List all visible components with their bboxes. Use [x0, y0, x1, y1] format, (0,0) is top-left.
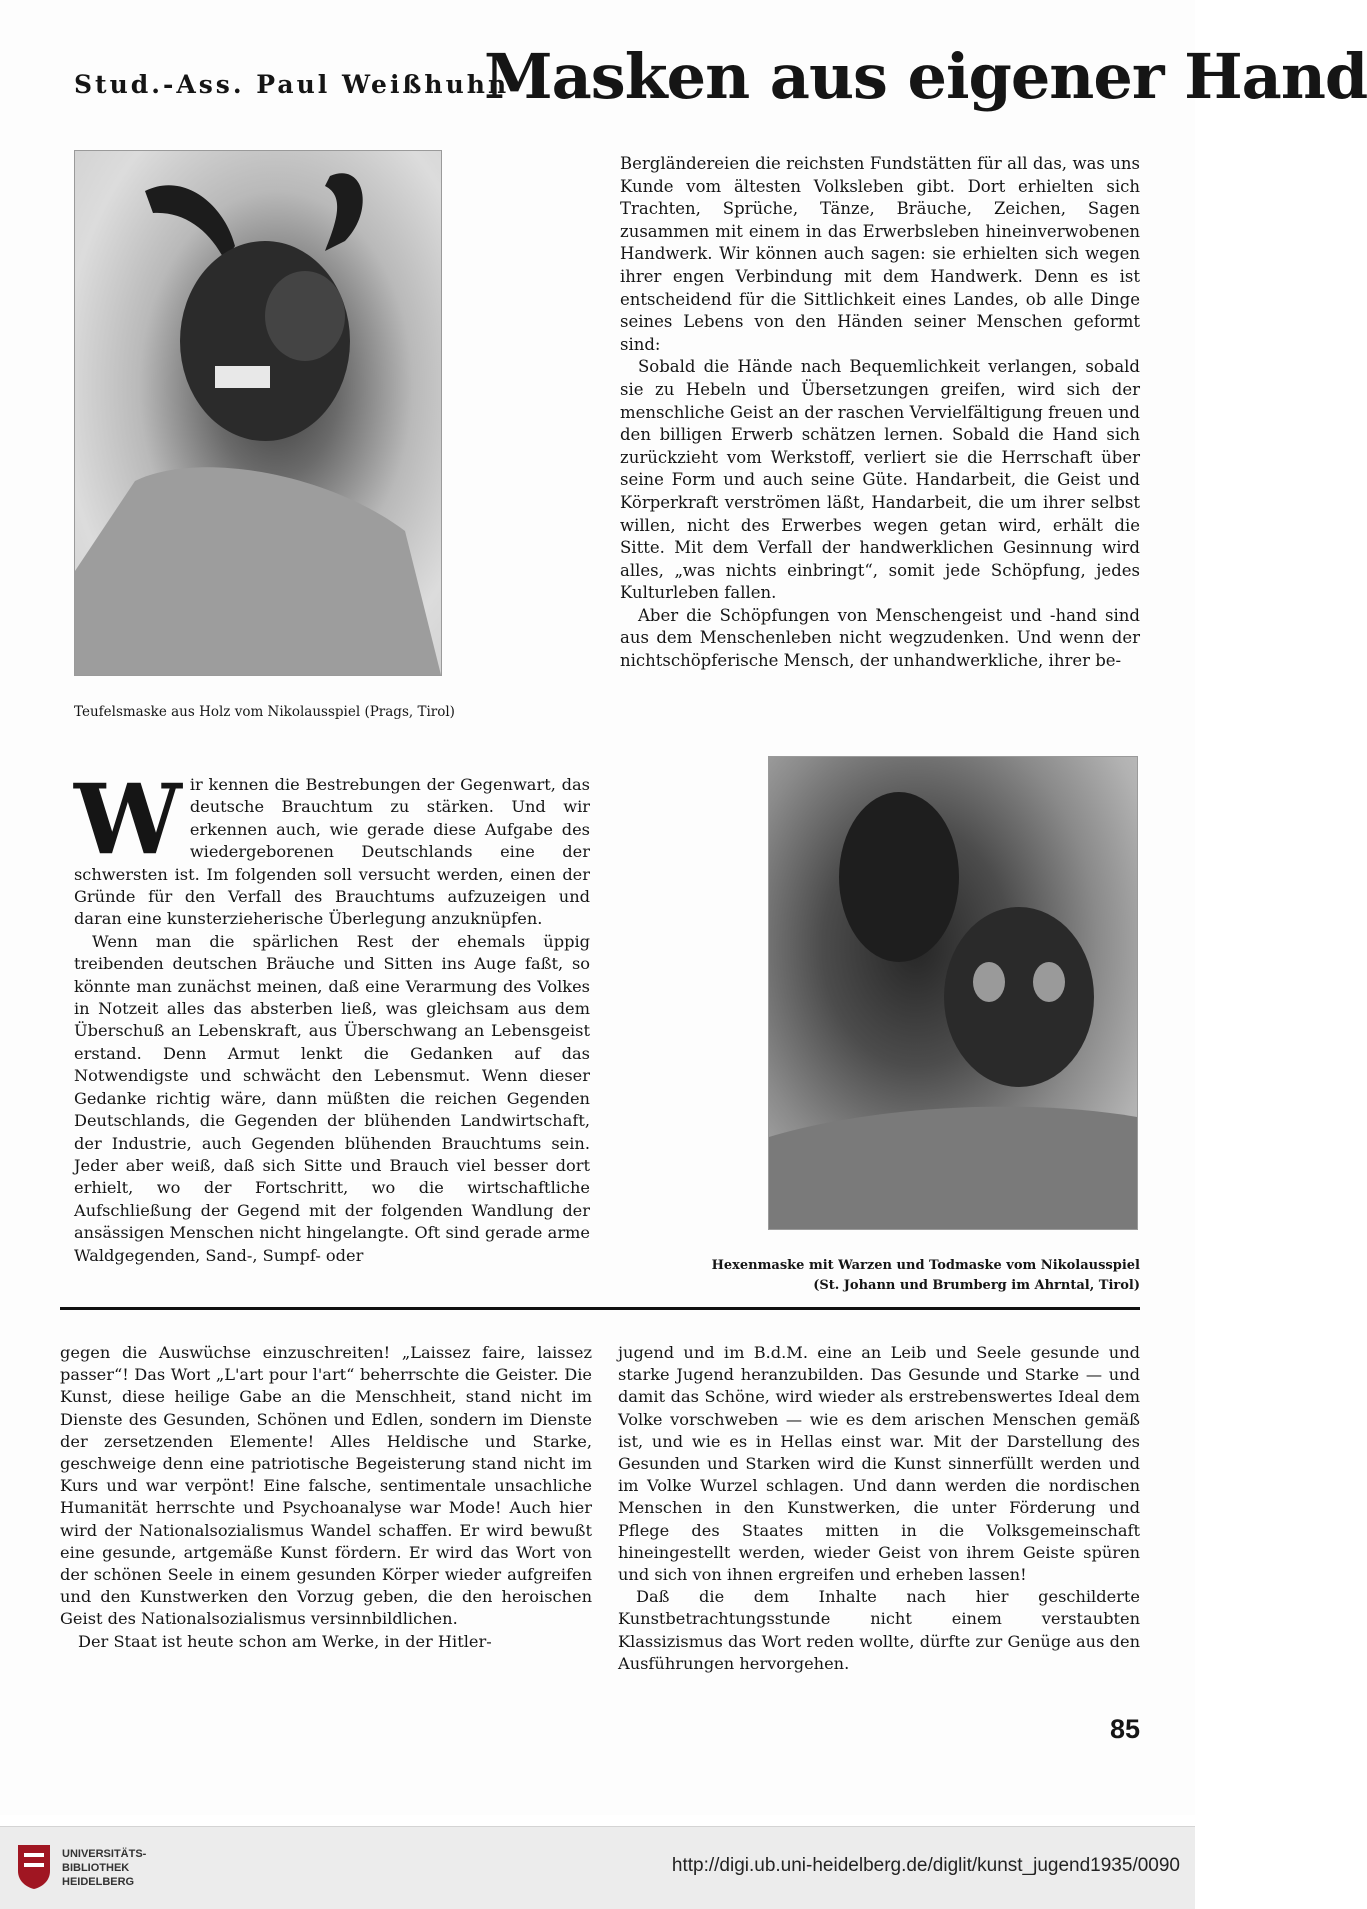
institution-line: UNIVERSITÄTS- — [62, 1848, 147, 1860]
article-title: Masken aus eigener Hand — [484, 40, 1367, 113]
figure-caption-2 — [600, 1256, 1140, 1296]
death-mask-shape — [944, 907, 1094, 1087]
text-column-bottom-right — [618, 1342, 1140, 1675]
teeth-shape — [215, 366, 270, 388]
library-footer — [0, 1826, 1195, 1909]
base-shape — [769, 1107, 1137, 1229]
devil-mask-illustration — [75, 151, 441, 675]
paragraph: Daß die dem Inhalte nach hier geschilderte Kunstbetrachtungsstunde nicht einem verstaubten Klassizismus das Wort reden wollte, dürfte zur Genüge aus den Ausführungen hervorgehen. — [618, 1587, 1140, 1673]
drop-cap: W — [74, 763, 182, 876]
text-column-bottom-left — [60, 1342, 592, 1653]
paragraph: Aber die Schöpfungen von Menschengeist und -hand sind aus dem Menschenleben nicht wegzudenken. Und wenn der nichtschöpferische Mensch, der unhandwerkliche, ihrer be- — [620, 605, 1140, 671]
institution-line: HEIDELBERG — [62, 1876, 135, 1888]
death-mask-eye-right — [1033, 962, 1065, 1002]
author-byline: Stud.-Ass. Paul Weißhuhn — [74, 70, 510, 99]
paragraph: Der Staat ist heute schon am Werke, in der Hitler- — [78, 1631, 492, 1651]
page-url-link[interactable]: http://digi.ub.uni-heidelberg.de/diglit/kunst_jugend1935/0090 — [671, 1855, 1180, 1876]
institution-name[interactable] — [62, 1847, 182, 1889]
paragraph: Bergländereien die reichsten Fundstätten für all das, was uns Kunde vom ältesten Volksleben gibt. Dort erhielten sich Trachten, Sprüche, Tänze, Bräuche, Zeichen, Sagen zusammen mit einem in das Erwerbsleben hineinverwobenen Handwerk. Wir können auch sagen: sie erhielten sich wegen ihrer engen Verbindung mit dem Handwerk. Denn es ist entscheidend für die Sittlichkeit eines Landes, ob alle Dinge seines Lebens von den Händen seiner Menschen geformt sind: — [620, 154, 1140, 354]
institution-line: BIBLIOTHEK — [62, 1862, 130, 1874]
left-horn-shape — [145, 185, 235, 261]
horizontal-divider — [60, 1307, 1140, 1310]
masks-illustration — [769, 757, 1137, 1229]
university-library-logo-icon — [14, 1841, 54, 1891]
witch-and-death-mask-photo — [768, 756, 1138, 1230]
paragraph: Wenn man die spärlichen Rest der ehemals üppig treibenden deutschen Bräuche und Sitten ins Auge faßt, so könnte man zunächst meinen, daß eine Verarmung des Volkes in Notzeit alles das absterben ließ, was gleichsam aus dem Überschuß an Lebenskraft, aus Überschwang an Lebensgeist erstand. Denn Armut lenkt die Gedanken auf das Notwendigste und schwächt den Lebensmut. Wenn dieser Gedanke richtig wäre, dann müßten die reichen Gegenden Deutschlands, die Gegenden der blühenden Landwirtschaft, der Industrie, auch Gegenden blühenden Brauchtums sein. Jeder aber weiß, daß sich Sitte und Brauch viel besser dort erhielt, wo der Fortschritt, wo die wirtschaftliche Aufschließung der Gegend mit der folgenden Wandlung der ansässigen Menschen nicht hingelangte. Oft sind gerade arme Waldgegenden, Sand-, Sumpf- oder — [74, 931, 590, 1265]
cloth-shape — [75, 467, 441, 675]
curled-horn-shape — [265, 271, 345, 361]
devil-mask-photo — [74, 150, 442, 676]
witch-mask-shape — [839, 792, 959, 962]
page-number: 85 — [1109, 1714, 1140, 1744]
paragraph: Sobald die Hände nach Bequemlichkeit verlangen, sobald sie zu Hebeln und Übersetzungen greifen, wird sich der menschliche Geist an der raschen Vervielfältigung freuen und den billigen Erwerb schätzen lernen. Sobald die Hand sich zurückzieht vom Werkstoff, verliert sie die Herrschaft über seine Form und auch seine Güte. Handarbeit, die Geist und Körperkraft verströmen läßt, Handarbeit, die um ihrer selbst willen, nicht des Erwerbes wegen getan wird, erhält die Sitte. Mit dem Verfall der handwerklichen Gesinnung wird alles, „was nichts einbringt“, somit jede Schöpfung, jedes Kulturleben fallen. — [620, 357, 1140, 603]
paragraph: ir kennen die Bestrebungen der Gegenwart, das deutsche Brauchtum zu stärken. Und wir erkennen auch, wie gerade diese Aufgabe des wiedergeborenen Deutschlands eine der schwersten ist. Im folgenden soll versucht werden, einen der Gründe für den Verfall des Brauchtums aufzuzeigen und daran eine kunsterzieherische Überlegung anzuknüpfen. — [74, 775, 590, 929]
death-mask-eye-left — [973, 962, 1005, 1002]
text-column-top-right — [620, 153, 1140, 673]
text-column-middle-left — [74, 763, 590, 1267]
paragraph: jugend und im B.d.M. eine an Leib und Seele gesunde und starke Jugend heranzubilden. Das Gesunde und Starke — und damit das Schöne, wird wieder als erstrebenswertes Ideal dem Volke vorschweben — wie es dem arischen Menschen gemäß ist, und wie es in Hellas einst war. Mit der Darstellung des Gesunden und Starken wird die Kunst sinnerfüllt werden und im Volke Wurzel schlagen. Und dann werden die nordischen Menschen in den Kunstwerken, die unter Förderung und Pflege des Staates mitten in die Volksgemeinschaft hineingestellt werden, wieder Geist von ihrem Geiste spüren und sich von ihnen ergreifen und erheben lassen! — [618, 1343, 1140, 1585]
paragraph: gegen die Auswüchse einzuschreiten! „Laissez faire, laissez passer“! Das Wort „L'art pour l'art“ beherrschte die Geister. Die Kunst, diese heilige Gabe an die Menschheit, stand nicht im Dienste des Gesunden, Schönen und Edlen, sondern im Dienste der zersetzenden Elemente! Alles Heldische und Starke, geschweige denn eine patriotische Begeisterung stand nicht im Kurs und war verpönt! Eine falsche, sentimentale unsachliche Humanität herrschte und Psychoanalyse war Mode! Auch hier wird der Nationalsozialismus Wandel schaffen. Er wird bewußt eine gesunde, artgemäße Kunst fördern. Er wird das Wort von der schönen Seele in einem gesunden Körper wieder aufgreifen und den Kunstwerken den Vorzug geben, die den heroischen Geist des Nationalsozialismus versinnbildlichen. — [60, 1343, 592, 1629]
right-horn-shape — [325, 173, 363, 251]
caption-line: (St. Johann und Brumberg im Ahrntal, Tirol) — [813, 1278, 1140, 1293]
caption-line: Hexenmaske mit Warzen und Todmaske vom Nikolausspiel — [711, 1258, 1140, 1273]
figure-caption-1: Teufelsmaske aus Holz vom Nikolausspiel (Prags, Tirol) — [74, 704, 455, 720]
